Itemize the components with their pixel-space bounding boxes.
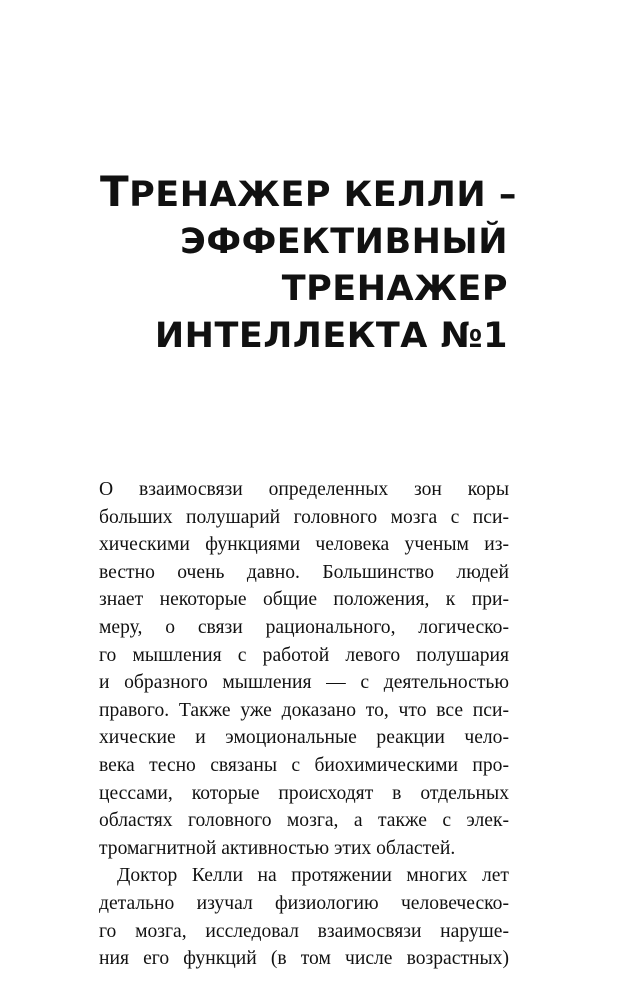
body-line: цессами, которые происходят в отдельных <box>99 782 509 804</box>
body-line: знает некоторые общие положения, к при- <box>99 589 509 611</box>
body-line: века тесно связаны с биохимическими про- <box>99 754 509 776</box>
body-line: вестно очень давно. Большинство людей <box>99 561 509 583</box>
body-text <box>99 476 509 973</box>
chapter-title-line-3: ТРЕНАЖЕР <box>281 269 508 309</box>
chapter-title-initial: Т <box>100 167 130 216</box>
body-line: О взаимосвязи определенных зон коры <box>99 479 509 500</box>
body-line: областях головного мозга, а также с элек- <box>99 810 509 832</box>
body-line: больших полушарий головного мозга с пси- <box>99 506 509 528</box>
body-line: хическими функциями человека ученым из- <box>99 534 509 556</box>
chapter-title <box>100 167 517 360</box>
body-line: меру, о связи рационального, логическо- <box>99 616 509 638</box>
body-line: Доктор Келли на протяжении многих лет <box>117 865 509 887</box>
body-line: ния его функций (в том числе возрастных) <box>99 948 509 970</box>
body-line: тромагнитной активностью этих областей. <box>99 837 456 859</box>
body-line: и образного мышления — с деятельностью <box>99 672 509 694</box>
body-line: детально изучал физиологию человеческо- <box>99 892 509 914</box>
body-line: правого. Также уже доказано то, что все пси- <box>99 699 509 721</box>
body-line: хические и эмоциональные реакции чело- <box>99 727 509 749</box>
chapter-title-line-2: ЭФФЕКТИВНЫЙ <box>180 222 508 262</box>
body-line: го мозга, исследовал взаимосвязи наруше- <box>99 920 509 942</box>
chapter-title-line-1-text: РЕНАЖЕР КЕЛЛИ – <box>129 175 517 215</box>
chapter-title-line-4: ИНТЕЛЛЕКТА №1 <box>154 316 508 356</box>
body-line: го мышления с работой левого полушария <box>99 644 509 666</box>
chapter-title-line-1 <box>100 167 517 219</box>
